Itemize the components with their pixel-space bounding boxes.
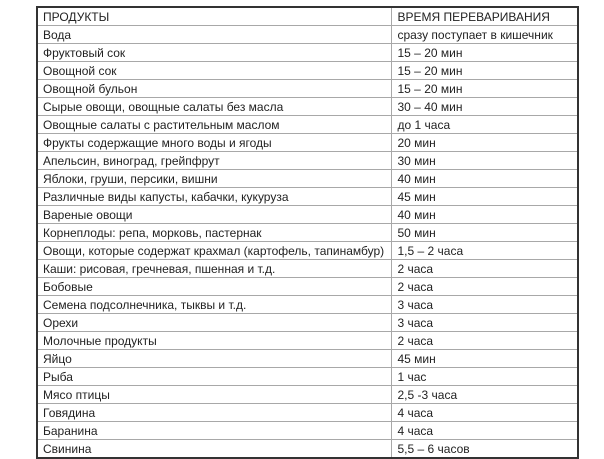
- product-cell: Свинина: [37, 440, 391, 459]
- time-cell: до 1 часа: [391, 116, 578, 134]
- table-row: [37, 170, 578, 188]
- table-row: [37, 206, 578, 224]
- product-cell: Сырые овощи, овощные салаты без масла: [37, 98, 391, 116]
- table-row: [37, 332, 578, 350]
- table-row: [37, 44, 578, 62]
- time-cell: 15 – 20 мин: [391, 44, 578, 62]
- table-row: [37, 26, 578, 44]
- time-cell: 2,5 -3 часа: [391, 386, 578, 404]
- table-row: [37, 98, 578, 116]
- table-row: [37, 368, 578, 386]
- product-cell: Молочные продукты: [37, 332, 391, 350]
- product-cell: Рыба: [37, 368, 391, 386]
- time-cell: 5,5 – 6 часов: [391, 440, 578, 459]
- table-row: [37, 80, 578, 98]
- time-cell: 45 мин: [391, 350, 578, 368]
- time-cell: 3 часа: [391, 314, 578, 332]
- product-cell: Яблоки, груши, персики, вишни: [37, 170, 391, 188]
- time-cell: 30 мин: [391, 152, 578, 170]
- time-cell: 4 часа: [391, 404, 578, 422]
- table-row: [37, 188, 578, 206]
- product-cell: Различные виды капусты, кабачки, кукуруза: [37, 188, 391, 206]
- product-cell: Овощи, которые содержат крахмал (картофель, тапинамбур): [37, 242, 391, 260]
- digestion-time-table: [36, 6, 579, 459]
- time-cell: 15 – 20 мин: [391, 80, 578, 98]
- table-body: [37, 26, 578, 459]
- table-row: [37, 116, 578, 134]
- product-cell: Мясо птицы: [37, 386, 391, 404]
- product-cell: Яйцо: [37, 350, 391, 368]
- time-cell: 40 мин: [391, 206, 578, 224]
- time-cell: 15 – 20 мин: [391, 62, 578, 80]
- table-row: [37, 350, 578, 368]
- table-row: [37, 224, 578, 242]
- time-cell: 40 мин: [391, 170, 578, 188]
- table-row: [37, 314, 578, 332]
- table-row: [37, 152, 578, 170]
- product-cell: Овощной сок: [37, 62, 391, 80]
- product-cell: Говядина: [37, 404, 391, 422]
- product-cell: Корнеплоды: репа, морковь, пастернак: [37, 224, 391, 242]
- product-cell: Фрукты содержащие много воды и ягоды: [37, 134, 391, 152]
- time-cell: 2 часа: [391, 260, 578, 278]
- time-cell: 2 часа: [391, 278, 578, 296]
- time-cell: 4 часа: [391, 422, 578, 440]
- product-cell: Вареные овощи: [37, 206, 391, 224]
- time-cell: 3 часа: [391, 296, 578, 314]
- table-row: [37, 260, 578, 278]
- table-row: [37, 404, 578, 422]
- table-row: [37, 296, 578, 314]
- product-cell: Орехи: [37, 314, 391, 332]
- product-cell: Каши: рисовая, гречневая, пшенная и т.д.: [37, 260, 391, 278]
- product-cell: Фруктовый сок: [37, 44, 391, 62]
- time-cell: 45 мин: [391, 188, 578, 206]
- time-cell: 20 мин: [391, 134, 578, 152]
- time-cell: 2 часа: [391, 332, 578, 350]
- header-row: [37, 7, 578, 26]
- time-cell: 30 – 40 мин: [391, 98, 578, 116]
- header-time: ВРЕМЯ ПЕРЕВАРИВАНИЯ: [391, 7, 578, 26]
- product-cell: Овощные салаты с растительным маслом: [37, 116, 391, 134]
- time-cell: 1 час: [391, 368, 578, 386]
- product-cell: Вода: [37, 26, 391, 44]
- product-cell: Овощной бульон: [37, 80, 391, 98]
- time-cell: 1,5 – 2 часа: [391, 242, 578, 260]
- table-row: [37, 422, 578, 440]
- table-row: [37, 62, 578, 80]
- table-row: [37, 242, 578, 260]
- product-cell: Бобовые: [37, 278, 391, 296]
- table-row: [37, 440, 578, 459]
- header-product: ПРОДУКТЫ: [37, 7, 391, 26]
- time-cell: сразу поступает в кишечник: [391, 26, 578, 44]
- table-row: [37, 278, 578, 296]
- product-cell: Апельсин, виноград, грейпфрут: [37, 152, 391, 170]
- time-cell: 50 мин: [391, 224, 578, 242]
- table-row: [37, 134, 578, 152]
- product-cell: Баранина: [37, 422, 391, 440]
- table-row: [37, 386, 578, 404]
- product-cell: Семена подсолнечника, тыквы и т.д.: [37, 296, 391, 314]
